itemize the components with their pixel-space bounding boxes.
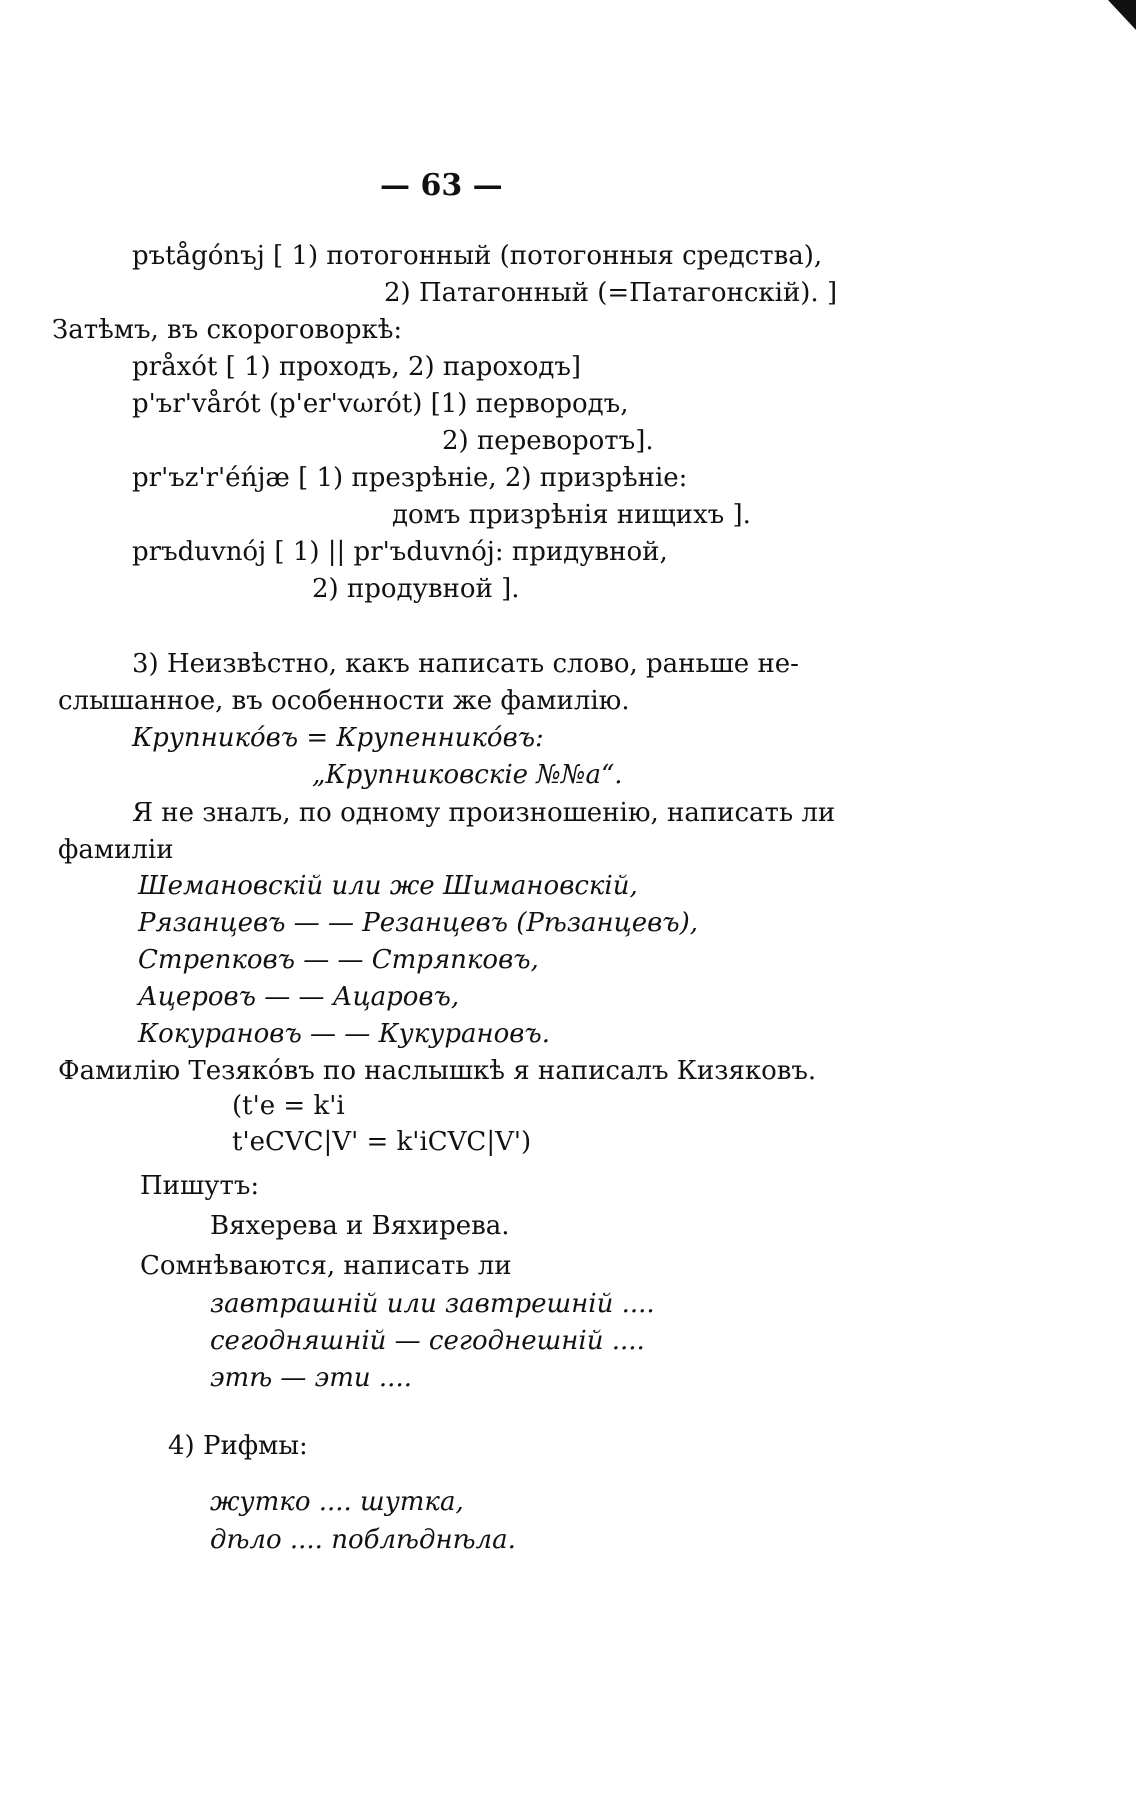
text-line: 2) продувной ]. — [312, 574, 520, 604]
text-line: жутко .... шутка, — [210, 1487, 464, 1517]
text-line: 2) переворотъ]. — [442, 426, 654, 456]
text-line: Пишутъ: — [140, 1171, 260, 1201]
text-line: домъ призрѣнія нищихъ ]. — [392, 500, 751, 530]
text-line: дѣло .... поблѣднѣла. — [210, 1525, 516, 1555]
text-line: Вяхерева и Вяхирева. — [210, 1211, 510, 1241]
text-line: Сомнѣваются, написать ли — [140, 1251, 512, 1281]
text-line: сегодняшній — сегоднешній .... — [210, 1326, 645, 1356]
text-line: фамиліи — [58, 835, 174, 865]
text-line: prъduvnój [ 1) || pr'ъduvnój: придувной, — [132, 537, 668, 567]
text-line: Фамилію Тезяко́въ по наслышкѣ я написалъ Кизяковъ. — [58, 1056, 817, 1086]
text-line: этѣ — эти .... — [210, 1363, 412, 1393]
text-line: Шемановскій или же Шимановскій, — [138, 871, 638, 901]
text-line: Затѣмъ, въ скороговоркѣ: — [52, 315, 403, 345]
text-line: завтрашній или завтрешній .... — [210, 1289, 655, 1319]
text-line: Ацеровъ — — Ацаровъ, — [138, 982, 460, 1012]
formula-line: t'eCVC|V' = k'iCVC|V') — [232, 1127, 532, 1157]
text-line: Рязанцевъ — — Резанцевъ (Рѣзанцевъ), — [138, 908, 699, 938]
section-heading: 4) Рифмы: — [168, 1431, 308, 1461]
formula-line: (t'e = k'i — [232, 1091, 345, 1121]
text-line: pr'ъz'r'éńјæ [ 1) презрѣніе, 2) призрѣніе: — [132, 463, 688, 493]
page-number: — 63 — — [380, 168, 503, 203]
text-line: Я не зналъ, по одному произношенію, написать ли — [132, 798, 836, 828]
page-corner-mark — [1108, 0, 1136, 30]
text-line: pråxót [ 1) проходъ, 2) пароходъ] — [132, 352, 582, 382]
text-line: Крупнико́въ = Крупенникóвъ: — [132, 723, 544, 753]
text-line: Стрепковъ — — Стряпковъ, — [138, 945, 539, 975]
text-line: 2) Патагонный (=Патагонскій). ] — [384, 278, 838, 308]
text-line: 3) Неизвѣстно, какъ написать слово, раньше не- — [132, 649, 799, 679]
text-line: p'ъr'vårót (p'er'vωrót) [1) первородъ, — [132, 389, 629, 419]
text-line: слышанное, въ особенности же фамилію. — [58, 686, 630, 716]
text-line: Кокурановъ — — Кукурановъ. — [138, 1019, 551, 1049]
text-line: „Крупниковскіе №№а“. — [312, 760, 623, 790]
text-line: pъtågónъj [ 1) потогонный (потогонныя средства), — [132, 241, 823, 271]
